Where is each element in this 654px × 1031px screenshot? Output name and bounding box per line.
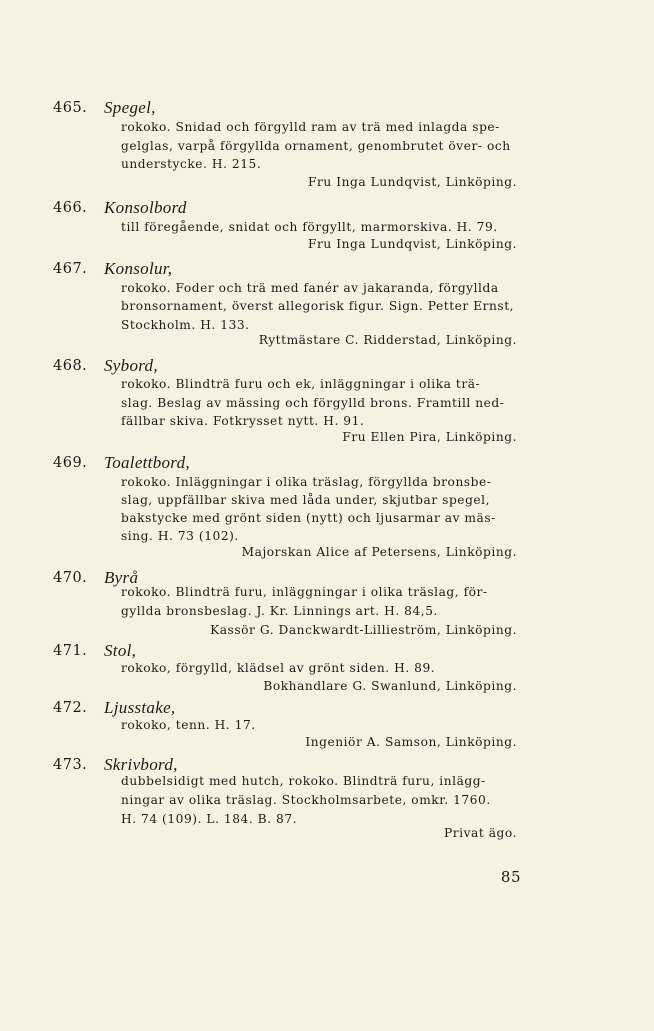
entry-line: slag, uppfällbar skiva med låda under, skjutbar spegel, bbox=[121, 493, 491, 507]
entry-number: 466. bbox=[53, 200, 88, 216]
entry-owner: Fru Inga Lundqvist, Linköping. bbox=[308, 237, 517, 251]
entry-line: rokoko. Inläggningar i olika träslag, förgyllda bronsbe- bbox=[121, 475, 492, 489]
entry-number: 471. bbox=[53, 643, 88, 659]
entry-line: ningar av olika träslag. Stockholmsarbete, omkr. 1760. bbox=[121, 793, 491, 807]
entry-title: Byrå bbox=[104, 568, 139, 587]
entry-line: rokoko. Snidad och förgylld ram av trä med inlagda spe- bbox=[121, 120, 500, 134]
entry-owner: Privat ägo. bbox=[444, 826, 517, 840]
entry-owner: Kassör G. Danckwardt-Lillieström, Linköping. bbox=[210, 623, 517, 637]
entry-number: 465. bbox=[53, 100, 88, 116]
entry-title: Sybord, bbox=[104, 356, 158, 375]
entry-title: Ljusstake, bbox=[104, 698, 176, 717]
entry-number: 468. bbox=[53, 358, 88, 374]
entry-title: Spegel, bbox=[104, 98, 156, 117]
entry-line: rokoko. Blindträ furu och ek, inläggningar i olika trä- bbox=[121, 377, 481, 391]
entry-title: Konsolbord bbox=[104, 198, 187, 217]
entry-owner: Bokhandlare G. Swanlund, Linköping. bbox=[263, 679, 517, 693]
entry-title: Skrivbord, bbox=[104, 755, 178, 774]
entry-number: 469. bbox=[53, 455, 88, 471]
entry-line: gyllda bronsbeslag. J. Kr. Linnings art. H. 84,5. bbox=[121, 604, 438, 618]
entry-owner: Majorskan Alice af Petersens, Linköping. bbox=[241, 545, 517, 559]
entry-line: rokoko, tenn. H. 17. bbox=[121, 718, 256, 732]
entry-line: bakstycke med grönt siden (nytt) och ljusarmar av mäs- bbox=[121, 511, 496, 525]
entry-owner: Ingeniör A. Samson, Linköping. bbox=[305, 735, 517, 749]
entry-line: understycke. H. 215. bbox=[121, 157, 262, 171]
entry-line: gelglas, varpå förgyllda ornament, genombrutet över- och bbox=[121, 139, 511, 153]
entry-line: sing. H. 73 (102). bbox=[121, 529, 239, 543]
entry-line: H. 74 (109). L. 184. B. 87. bbox=[121, 812, 298, 826]
entry-line: rokoko. Foder och trä med fanér av jakaranda, förgyllda bbox=[121, 281, 499, 295]
entry-title: Stol, bbox=[104, 641, 137, 660]
entry-owner: Ryttmästare C. Ridderstad, Linköping. bbox=[258, 333, 517, 347]
page-number: 85 bbox=[500, 868, 521, 886]
entry-number: 472. bbox=[53, 700, 88, 716]
entry-title: Konsolur, bbox=[104, 259, 173, 278]
entry-line: Stockholm. H. 133. bbox=[121, 318, 250, 332]
entry-line: rokoko, förgylld, klädsel av grönt siden. H. 89. bbox=[121, 661, 436, 675]
entry-number: 473. bbox=[53, 757, 88, 773]
entry-title: Toalettbord, bbox=[104, 453, 190, 472]
entry-line: bronsornament, överst allegorisk figur. Sign. Petter Ernst, bbox=[121, 299, 515, 313]
entry-line: dubbelsidigt med hutch, rokoko. Blindträ furu, inlägg- bbox=[121, 774, 486, 788]
entry-line: till föregående, snidat och förgyllt, marmorskiva. H. 79. bbox=[121, 220, 498, 234]
entry-line: slag. Beslag av mässing och förgylld brons. Framtill ned- bbox=[121, 396, 505, 410]
entry-number: 470. bbox=[53, 570, 88, 586]
entry-line: rokoko. Blindträ furu, inläggningar i olika träslag, för- bbox=[121, 585, 488, 599]
entry-owner: Fru Inga Lundqvist, Linköping. bbox=[308, 175, 517, 189]
entry-line: fällbar skiva. Fotkrysset nytt. H. 91. bbox=[121, 414, 365, 428]
entry-number: 467. bbox=[53, 261, 88, 277]
entry-owner: Fru Ellen Pira, Linköping. bbox=[342, 430, 517, 444]
